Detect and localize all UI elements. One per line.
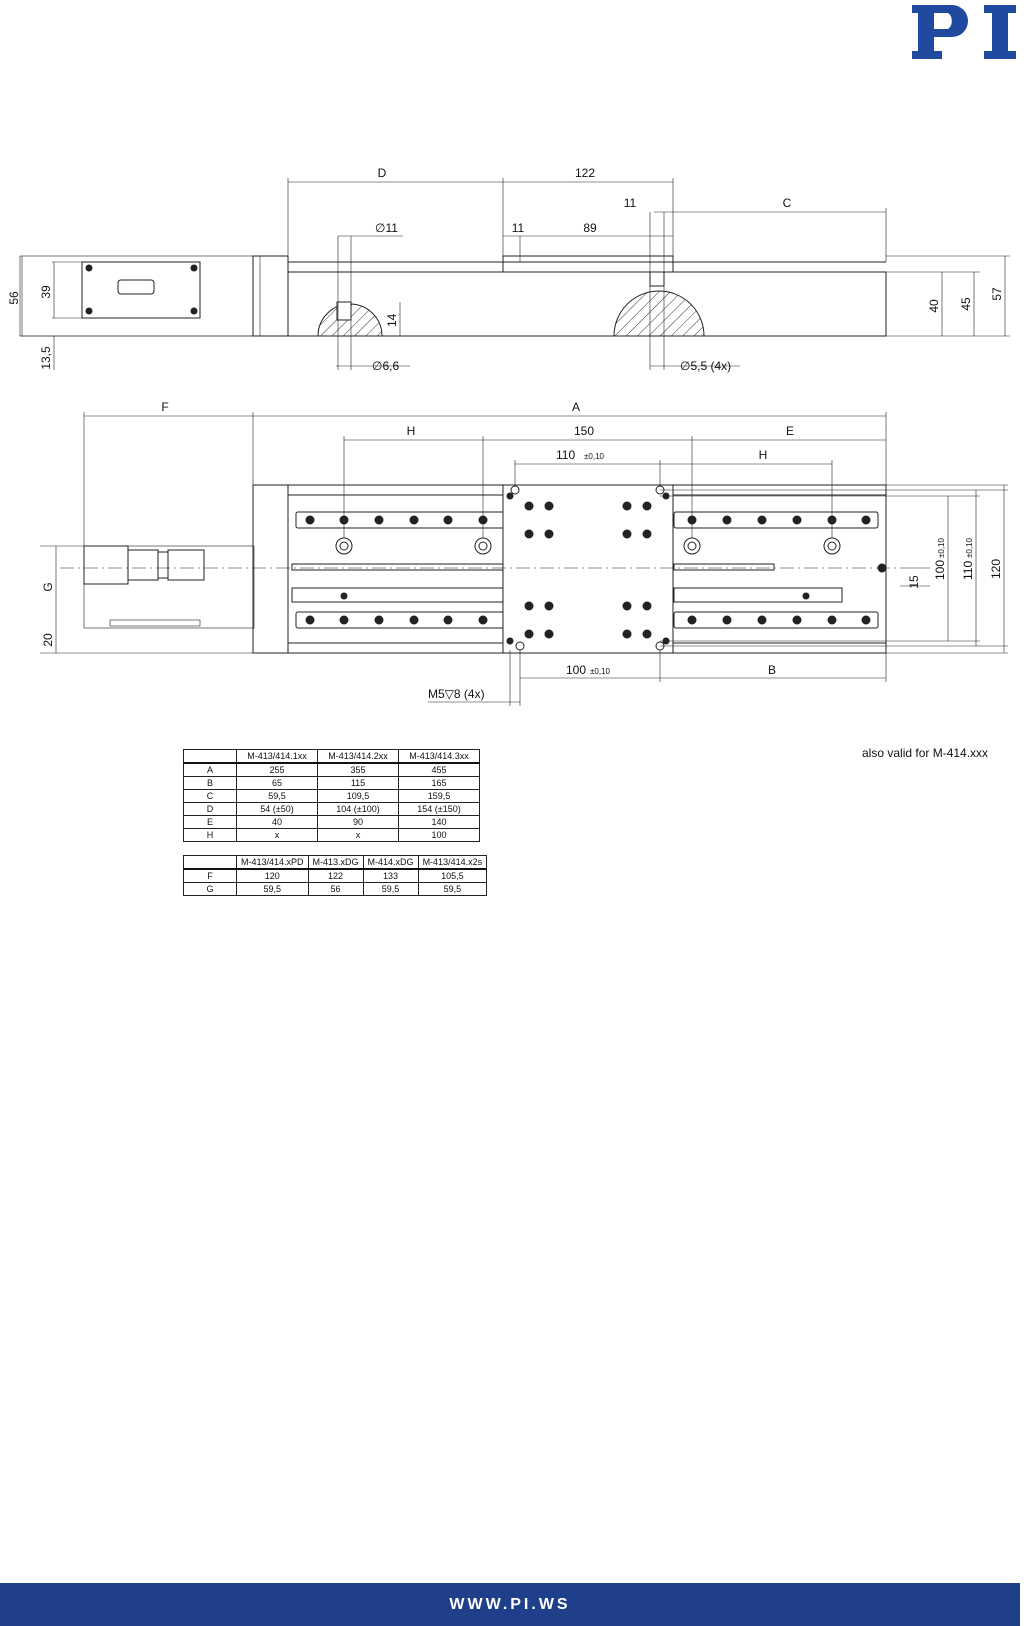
dim-14: 14 — [385, 313, 399, 327]
dim-11-top: 11 — [623, 196, 637, 210]
dim-phi11: ∅11 — [375, 221, 398, 235]
dim-120: 120 — [989, 558, 1003, 580]
top-view — [40, 412, 1008, 706]
motor-outline — [84, 546, 254, 628]
table-row: F 120 122 133 105,5 — [184, 869, 487, 883]
dim-F: F — [161, 400, 169, 414]
dim-110-vertical-tol: ±0,10 — [965, 538, 974, 558]
dim-100: 100 — [566, 663, 587, 677]
column-header: M-414.xDG — [363, 856, 418, 870]
dimension-table-motor — [183, 855, 487, 896]
dim-B: B — [767, 663, 777, 677]
side-view — [20, 178, 1010, 370]
table-row: A 255 355 455 — [184, 763, 480, 777]
side-view-labels — [7, 166, 1004, 373]
rail-upper-left — [296, 512, 504, 528]
footer-url[interactable]: WWW.PI.WS — [449, 1596, 571, 1613]
dim-phi66: ∅6,6 — [372, 359, 400, 373]
dim-13-5: 13,5 — [39, 346, 53, 370]
table-row: B 65 115 165 — [184, 777, 480, 790]
dim-110-tol: ±0,10 — [584, 452, 604, 461]
dim-89: 89 — [583, 221, 597, 235]
dim-110-vertical: 110 — [961, 560, 975, 580]
column-header: M-413/414.x2s — [418, 856, 487, 870]
encoder-strip-left — [292, 588, 504, 602]
dim-40: 40 — [927, 299, 941, 313]
encoder-strip-right — [674, 588, 842, 602]
dim-D: D — [377, 166, 387, 180]
dim-100-tol: ±0,10 — [590, 667, 610, 676]
motor-flange — [253, 256, 288, 336]
dimension-drawing — [0, 0, 1033, 720]
dim-C: C — [782, 196, 792, 210]
dim-G: G — [41, 582, 55, 592]
table-header-row — [184, 750, 480, 764]
column-header: M-413/414.2xx — [318, 750, 399, 764]
column-header: M-413/414.3xx — [399, 750, 480, 764]
dim-15: 15 — [907, 575, 921, 589]
dim-150: 150 — [573, 424, 595, 438]
table-header-row — [184, 856, 487, 870]
dim-110: 110 — [556, 448, 576, 462]
dim-m5-thread: M5▽8 (4x) — [428, 687, 485, 701]
dim-H-right: H — [758, 448, 768, 462]
table-row: E 40 90 140 — [184, 816, 480, 829]
table-row: C 59,5 109,5 159,5 — [184, 790, 480, 803]
column-header: M-413.xDG — [308, 856, 363, 870]
table-row: D 54 (±50) 104 (±100) 154 (±150) — [184, 803, 480, 816]
connector-housing — [82, 262, 200, 318]
motor-cap — [84, 546, 128, 584]
rail-upper-right — [674, 512, 878, 528]
rail-lower-right — [674, 612, 878, 628]
table-row: G 59,5 56 59,5 59,5 — [184, 883, 487, 896]
dim-122: 122 — [574, 166, 596, 180]
dim-phi55: ∅5,5 (4x) — [680, 359, 732, 373]
footer-bar — [0, 1583, 1020, 1626]
dim-H-left: H — [406, 424, 416, 438]
dim-11-carriage: 11 — [511, 221, 525, 235]
dim-A: A — [571, 400, 581, 414]
dim-100-vertical-tol: ±0,10 — [937, 538, 946, 558]
dim-45: 45 — [959, 297, 973, 311]
dsub-connector — [118, 280, 154, 294]
dim-57: 57 — [990, 287, 1004, 301]
dim-E: E — [785, 424, 795, 438]
dim-56: 56 — [7, 291, 21, 305]
dimension-table-stroke — [183, 749, 480, 842]
carriage — [503, 256, 673, 272]
dim-100-vertical: 100 — [933, 559, 947, 580]
rail-lower-left — [296, 612, 504, 628]
dim-39: 39 — [39, 285, 53, 299]
column-header: M-413/414.1xx — [237, 750, 318, 764]
column-header: M-413/414.xPD — [237, 856, 309, 870]
table-row: H x x 100 — [184, 829, 480, 842]
dim-20: 20 — [41, 633, 55, 647]
validity-note: also valid for M-414.xxx — [862, 746, 989, 760]
